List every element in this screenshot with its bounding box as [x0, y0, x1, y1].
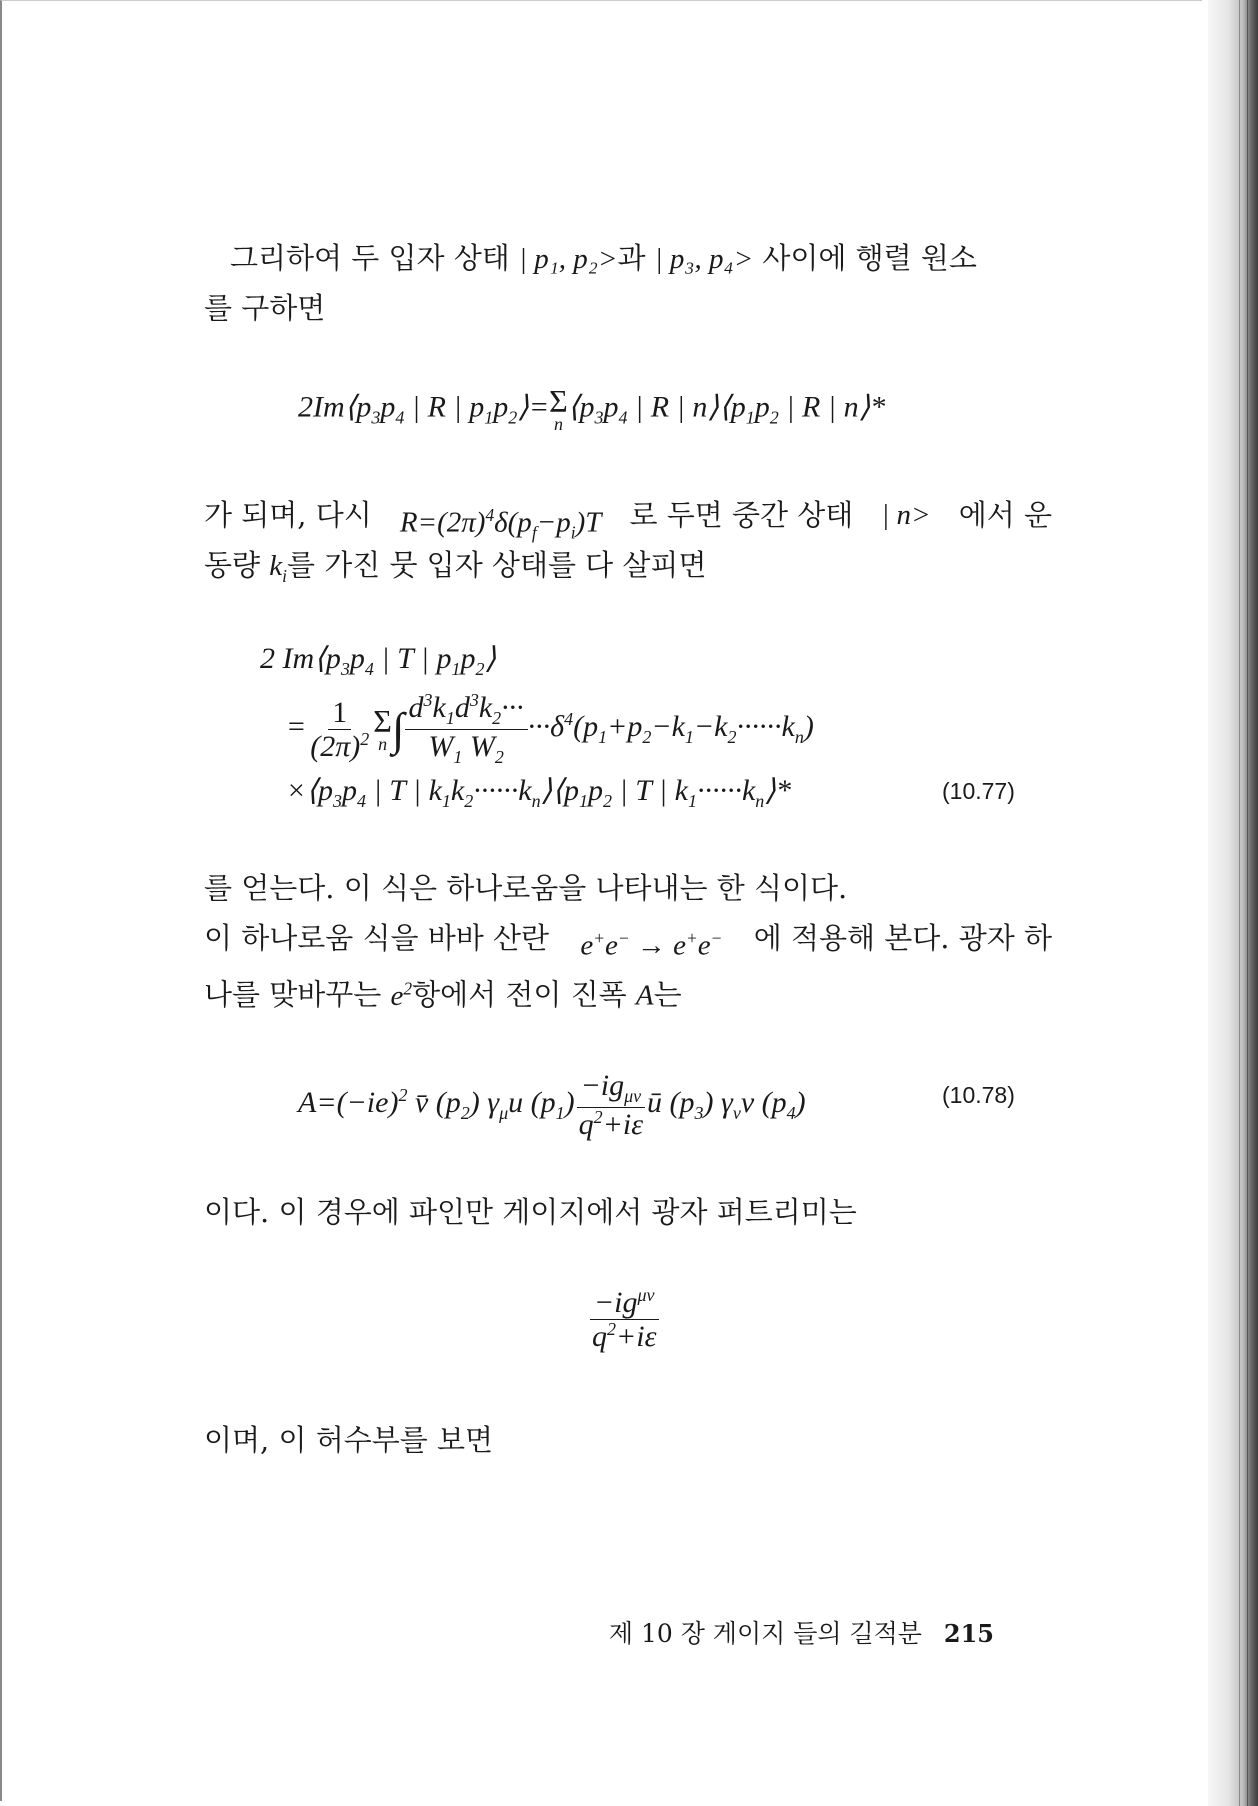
page-footer	[609, 1614, 994, 1650]
fraction-2pi: $\frac{1}{(2\pi)^2}$	[310, 695, 370, 763]
page-number: 215	[943, 1619, 994, 1648]
text-run: 과	[617, 241, 655, 275]
paragraph-3	[204, 863, 1052, 1013]
fraction-feynman-propagator: $\frac{-ig^{\mu\nu}}{q^2+i\varepsilon}$	[588, 1286, 660, 1353]
book-page-edge	[1208, 0, 1258, 1806]
ket-n: | n>	[881, 499, 931, 531]
paragraph-1	[204, 233, 1052, 333]
page-edge-line	[1239, 0, 1240, 1806]
fraction-propagator: $\frac{-ig_{\mu\nu}}{q^2+i\varepsilon}$	[575, 1069, 647, 1141]
equation-unitarity: $2Im⟨p_3p_4$ | R | $p_1p_2⟩=$ Σ n $⟨p_3p_4$ | R | $n⟩⟨p_1p_2$ | R | n⟩*	[298, 383, 886, 434]
text-run: 는	[653, 977, 682, 1012]
equation-1077-line-1: 2 $Im⟨p_3p_4$ | T | $p_1p_2⟩$	[260, 642, 497, 679]
paragraph-5-line-1: 이며, 이 허수부를 보면	[204, 1423, 493, 1457]
equation-propagator	[588, 1286, 660, 1353]
math-A: A	[635, 979, 654, 1012]
paragraph-2	[204, 490, 1052, 590]
text-run: 항에서 전이 진폭	[412, 977, 636, 1012]
paragraph-3-line-3	[204, 963, 1052, 1013]
page-edge-line	[1247, 0, 1248, 1806]
integral-symbol: ∫	[391, 703, 405, 755]
text-run: 나를 맞바꾸는	[204, 977, 391, 1012]
paragraph-3-line-2	[204, 913, 1052, 963]
sum-symbol: Σ n	[373, 702, 392, 754]
text-run: 동량	[204, 548, 270, 582]
text-run: 에 적용해 본다. 광자 하	[753, 921, 1052, 955]
equation-1078: $A=(-ie)^2$ v̄ $(p_2)$ $\gamma_\mu u$ $(p_1)$ $\frac{-ig_{\mu\nu}}{q^2+i\varepsilon}$ ū $(p_3)$ $\gamma_\nu v$ $(p_4)$	[298, 1069, 806, 1141]
paragraph-1-line-1	[204, 233, 1052, 283]
fraction-measure: $\frac{d^3k_1d^3k_2\cdot\cdot\cdot}{W_1 W_2}$	[405, 691, 528, 768]
chapter-title: 제 10 장 게이지 들의 길적분	[608, 1619, 922, 1648]
ket-p1p2: | p₁, p₂>	[519, 243, 618, 275]
math-R-definition: $R=(2\pi)^4\delta(p_f-p_i)T$	[399, 505, 602, 543]
paragraph-2-line-1	[204, 490, 1052, 543]
paragraph-1-line-2: 를 구하면	[204, 291, 326, 325]
sum-symbol: Σ n	[549, 383, 568, 434]
equation-1077-line-3: $\times⟨p_3p_4$ | T | $k_1k_2\cdot\cdot\cdot\cdot\cdot\cdot k_n⟩⟨p_1p_2$ | T | $k_1\cdot\cdot\cdot\cdot\cdot\cdot k_n⟩*$	[286, 774, 791, 811]
text-run: 가 되며, 다시	[204, 498, 372, 532]
paragraph-2-line-2	[204, 540, 1052, 590]
paragraph-4	[204, 1187, 1052, 1237]
ket-p3p4: | p₃, p₄>	[654, 243, 754, 275]
paragraph-5	[204, 1415, 1052, 1465]
math-bhabha: e+e− → e+e−	[580, 928, 723, 962]
text-run: 에서 운	[958, 498, 1052, 532]
paragraph-3-line-1: 를 얻는다. 이 식은 하나로움을 나타내는 한 식이다.	[204, 871, 848, 905]
text-run: 로 두면 중간 상태	[629, 498, 854, 532]
text-run: 사이에 행렬 원소	[753, 241, 977, 275]
equation-1077-line-2: = $\frac{1}{(2\pi)^2}$ Σ n ∫ $\frac{d^3k_1d^3k_2\cdot\cdot\cdot}{W_1 W_2}$ $\cdot\cdot\cdot\delta^4(p_1+p_2-k_1-k_2\cdot\cdot\cdot\cdot\cdot\cdot k_n)$	[286, 690, 814, 767]
equation-number-1078: (10.78)	[942, 1082, 1015, 1108]
equation-number-1077: (10.77)	[942, 778, 1015, 804]
text-run: 를 가진 뭇 입자 상태를 다 살피면	[286, 548, 707, 582]
math-ki: $k_i$	[269, 550, 287, 586]
paragraph-4-line-1: 이다. 이 경우에 파인만 게이지에서 광자 퍼트리미는	[204, 1195, 857, 1229]
math-e2: $e^2$	[390, 978, 413, 1012]
text-run: 이 하나로움 식을 바바 산란	[204, 921, 550, 955]
text-run: 그리하여 두 입자 상태	[230, 241, 519, 275]
